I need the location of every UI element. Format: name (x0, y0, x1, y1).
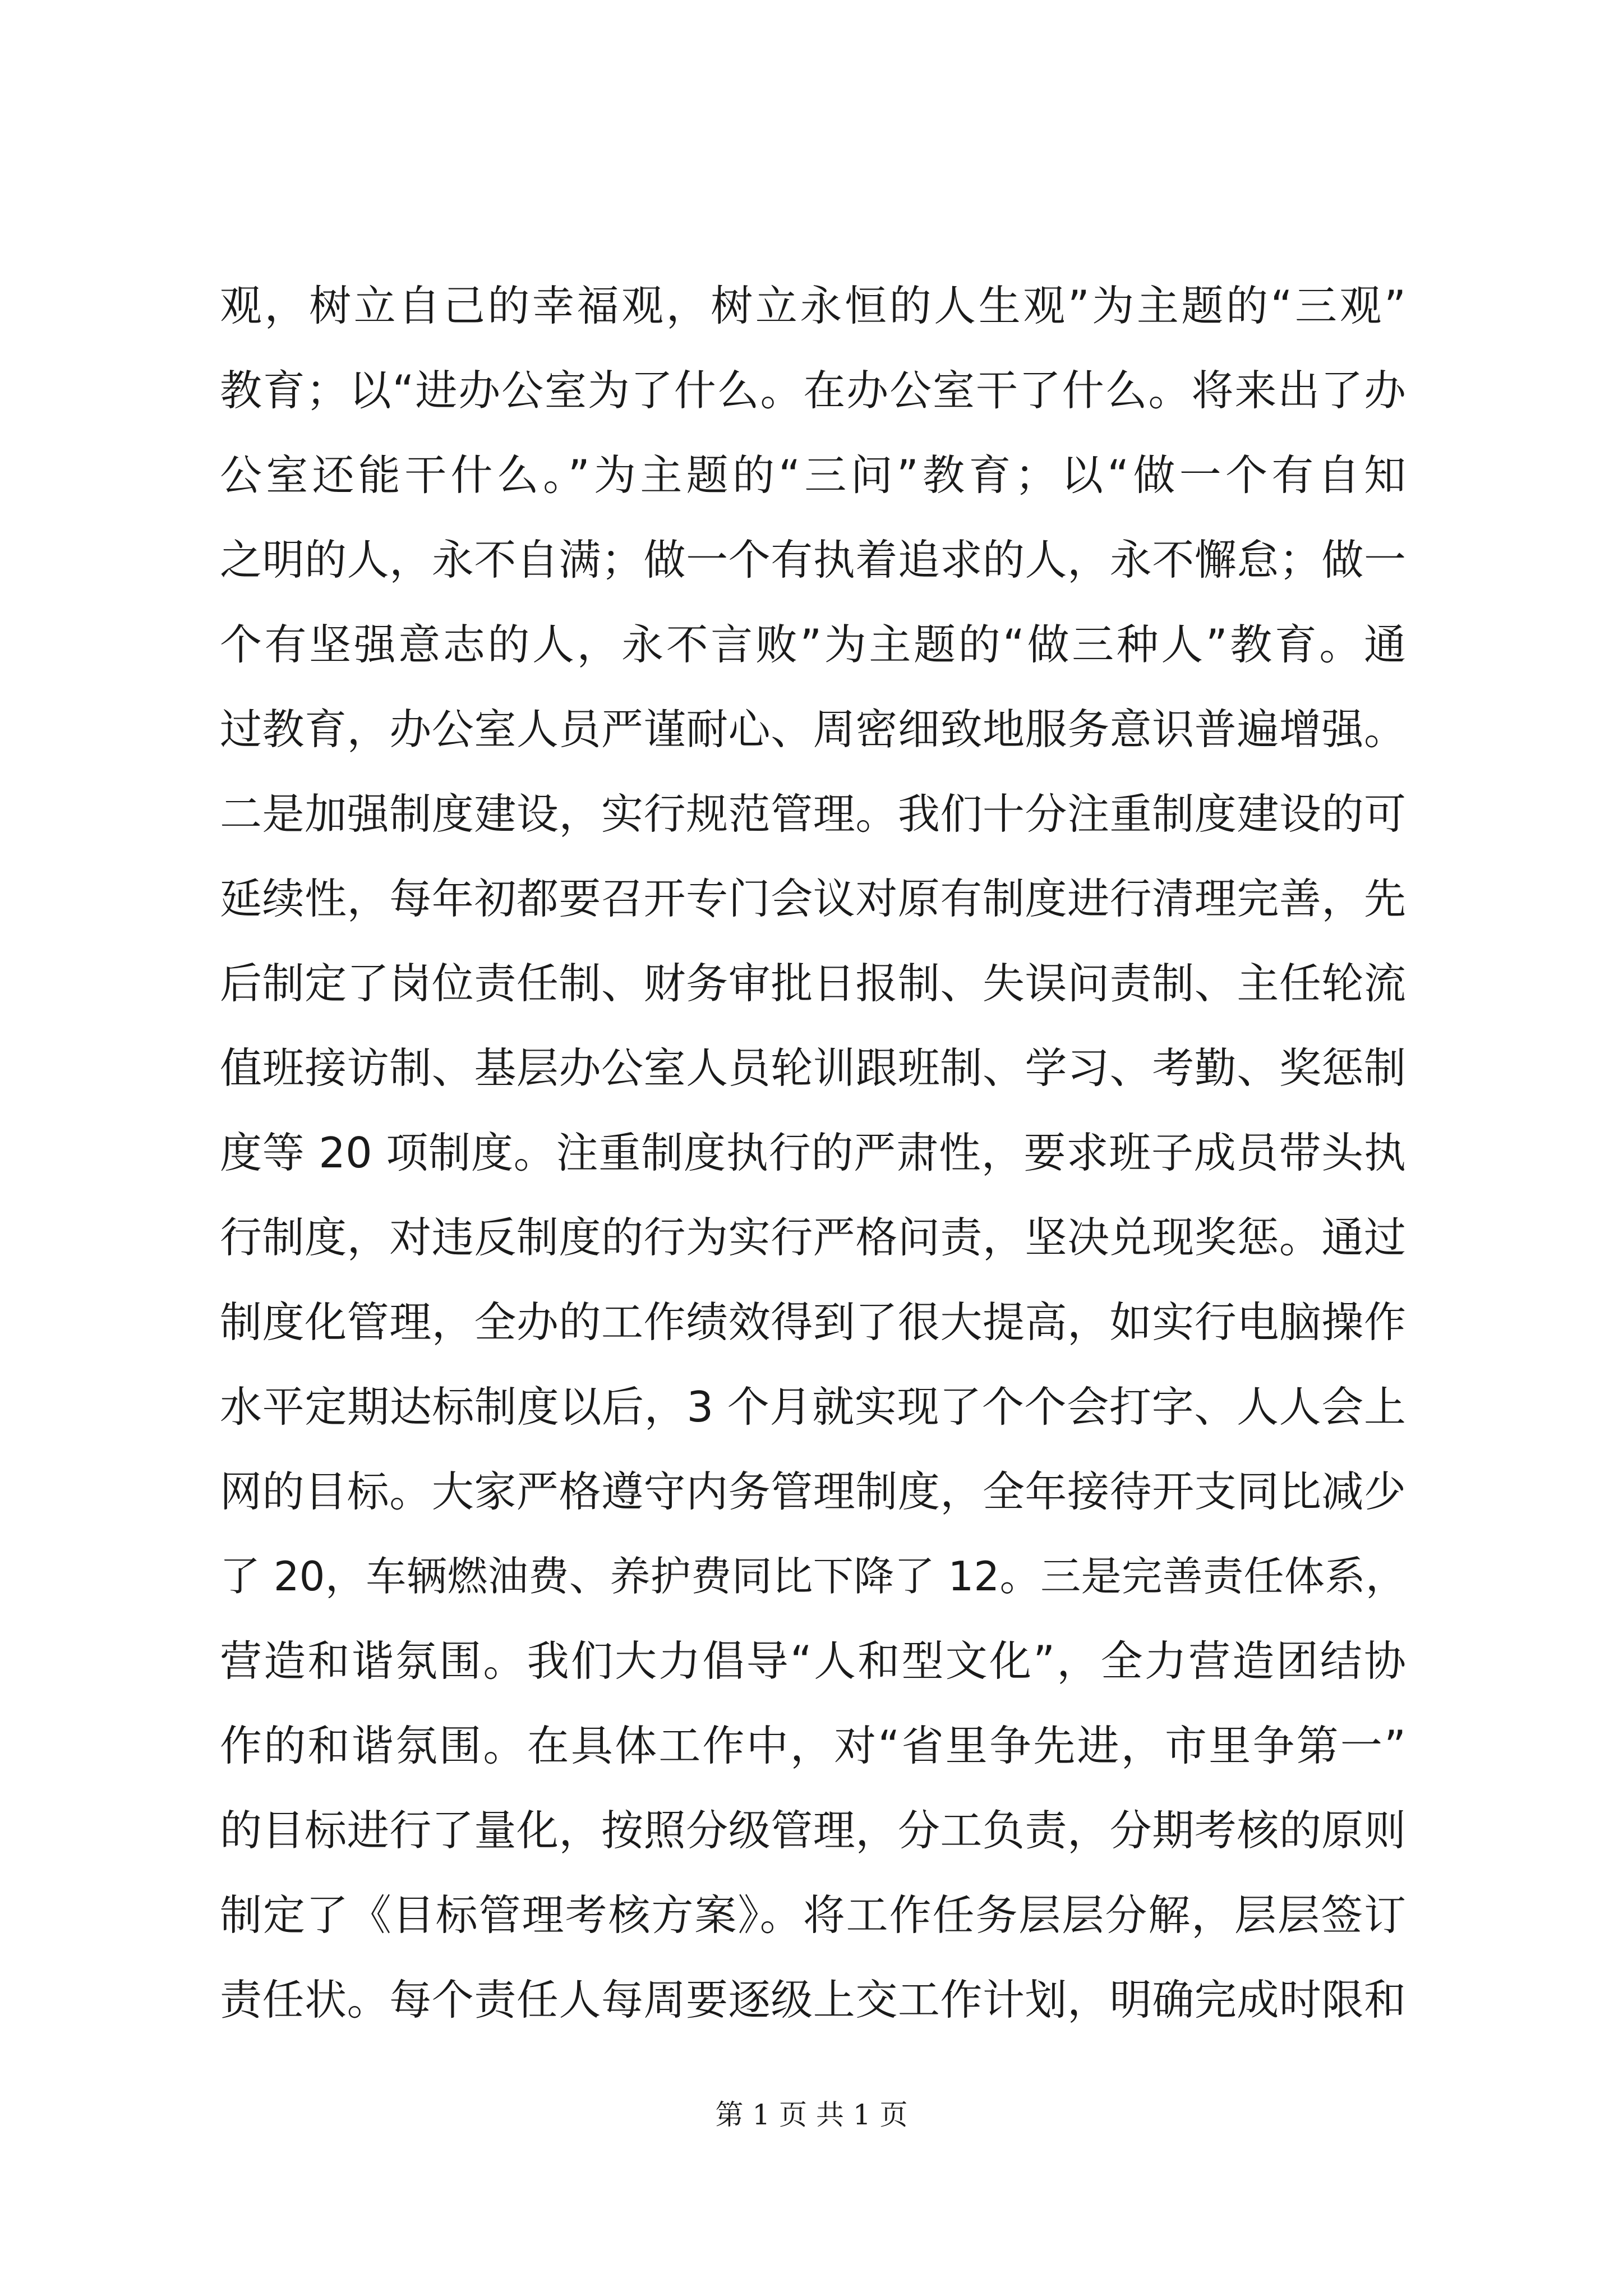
text-line: 了 20，车辆燃油费、养护费同比下降了 12。三是完善责任体系， (220, 1553, 1406, 1600)
text-line: 后制定了岗位责任制、财务审批日报制、失误问责制、主任轮流 (220, 959, 1406, 1008)
body-paragraph (220, 264, 1406, 2042)
text-line: 延续性，每年初都要召开专门会议对原有制度进行清理完善，先 (220, 874, 1406, 923)
text-line: 观，树立自己的幸福观，树立永恒的人生观”为主题的“三观” (220, 281, 1406, 330)
text-line: 个有坚强意志的人，永不言败”为主题的“做三种人”教育。通 (220, 620, 1406, 669)
text-line: 水平定期达标制度以后，3 个月就实现了个个会打字、人人会上 (220, 1382, 1406, 1432)
text-line: 网的目标。大家严格遵守内务管理制度，全年接待开支同比减少 (220, 1467, 1406, 1516)
page-footer (0, 2095, 1623, 2134)
text-line: 的目标进行了量化，按照分级管理，分工负责，分期考核的原则 (220, 1806, 1406, 1855)
text-line: 之明的人，永不自满；做一个有执着追求的人，永不懈怠；做一 (220, 535, 1406, 585)
text-line: 制定了《目标管理考核方案》。将工作任务层层分解，层层签订 (220, 1890, 1406, 1940)
text-line: 责任状。每个责任人每周要逐级上交工作计划，明确完成时限和 (220, 1975, 1406, 2024)
text-line: 制度化管理，全办的工作绩效得到了很大提高，如实行电脑操作 (220, 1297, 1406, 1347)
text-line: 值班接访制、基层办公室人员轮训跟班制、学习、考勤、奖惩制 (220, 1043, 1406, 1093)
text-line: 度等 20 项制度。注重制度执行的严肃性，要求班子成员带头执 (220, 1128, 1406, 1177)
text-line: 教育；以“进办公室为了什么。在办公室干了什么。将来出了办 (220, 366, 1406, 415)
text-line: 营造和谐氛围。我们大力倡导“人和型文化”，全力营造团结协 (220, 1636, 1406, 1686)
text-line: 行制度，对违反制度的行为实行严格问责，坚决兑现奖惩。通过 (220, 1213, 1406, 1262)
text-line: 过教育，办公室人员严谨耐心、周密细致地服务意识普遍增强。 (220, 705, 1406, 754)
text-line: 作的和谐氛围。在具体工作中，对“省里争先进，市里争第一” (220, 1721, 1406, 1770)
text-line: 公室还能干什么。”为主题的“三问”教育；以“做一个有自知 (220, 450, 1406, 500)
page-number: 第 1 页 共 1 页 (715, 2099, 908, 2131)
text-line: 二是加强制度建设，实行规范管理。我们十分注重制度建设的可 (220, 789, 1406, 839)
